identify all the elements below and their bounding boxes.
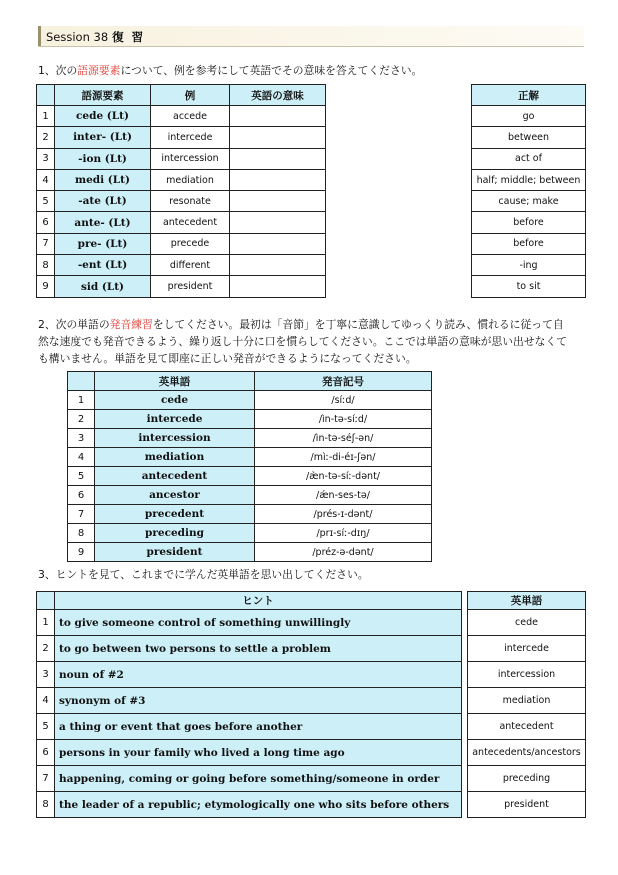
etymology-table	[36, 84, 326, 298]
hint-text: a thing or event that goes before another	[55, 714, 462, 740]
table-row	[68, 448, 432, 467]
meaning-answer-cell[interactable]	[230, 212, 326, 233]
etymology-element: medi (Lt)	[55, 169, 151, 190]
table-row	[37, 169, 326, 190]
table-row	[37, 662, 462, 688]
row-number: 1	[37, 610, 55, 636]
meaning-answer-cell[interactable]	[230, 127, 326, 148]
instruction-text: 1、次の	[38, 64, 78, 77]
session-label: Session 38	[46, 30, 109, 44]
english-word-answer: intercede	[468, 636, 586, 662]
row-number: 7	[68, 505, 95, 524]
row-number: 8	[37, 255, 55, 276]
meaning-answer-cell[interactable]	[230, 106, 326, 127]
row-number: 9	[68, 543, 95, 562]
header-num	[37, 85, 55, 106]
header-word: 英単語	[468, 592, 586, 610]
header-num	[68, 372, 95, 391]
row-number: 4	[37, 169, 55, 190]
table-row	[468, 636, 586, 662]
english-word: precedent	[95, 505, 255, 524]
meaning-answer-cell[interactable]	[230, 148, 326, 169]
example-word: intercede	[151, 127, 230, 148]
english-word-answer: cede	[468, 610, 586, 636]
header-element: 語源要素	[55, 85, 151, 106]
row-number: 5	[37, 714, 55, 740]
meaning-answer-cell[interactable]	[230, 276, 326, 297]
table-row	[37, 610, 462, 636]
instruction-text: 2、次の単語の	[38, 318, 110, 331]
pronunciation: /prɪ-síː-dɪŋ/	[255, 524, 432, 543]
etymology-element: inter- (Lt)	[55, 127, 151, 148]
row-number: 5	[37, 191, 55, 212]
instruction-text: 然な速度でも発音できるよう、繰り返し十分に口を慣らしてください。ここでは単語の意味が思い出せなくて	[38, 335, 568, 348]
correct-answer: before	[472, 233, 586, 254]
header-meaning: 英語の意味	[230, 85, 326, 106]
correct-answer: before	[472, 212, 586, 233]
table-row	[37, 714, 462, 740]
correct-answer: act of	[472, 148, 586, 169]
header-word: 英単語	[95, 372, 255, 391]
correct-answer: go	[472, 106, 586, 127]
table-row	[468, 688, 586, 714]
section1-instruction	[38, 62, 422, 79]
etymology-element: -ion (Lt)	[55, 148, 151, 169]
table-row	[472, 233, 586, 254]
table-row	[468, 740, 586, 766]
table-row	[468, 662, 586, 688]
table-row	[37, 766, 462, 792]
row-number: 1	[37, 106, 55, 127]
table-row	[68, 429, 432, 448]
example-word: accede	[151, 106, 230, 127]
pronunciation: /æ̀n-tə-síː-dənt/	[255, 467, 432, 486]
etymology-element: pre- (Lt)	[55, 233, 151, 254]
table-row	[68, 524, 432, 543]
correct-answer: to sit	[472, 276, 586, 297]
header-hint: ヒント	[55, 592, 462, 610]
session-header	[38, 26, 584, 47]
instruction-text: について、例を参考にして英語でその意味を答えてください。	[120, 64, 423, 77]
pronunciation: /ǽn-ses-tə/	[255, 486, 432, 505]
table-row	[468, 766, 586, 792]
row-number: 4	[37, 688, 55, 714]
header-ipa: 発音記号	[255, 372, 432, 391]
etymology-element: cede (Lt)	[55, 106, 151, 127]
example-word: different	[151, 255, 230, 276]
hint-table	[36, 591, 462, 818]
example-word: mediation	[151, 169, 230, 190]
english-word: preceding	[95, 524, 255, 543]
etymology-element: -ate (Lt)	[55, 191, 151, 212]
row-number: 3	[37, 662, 55, 688]
english-word-answer: antecedent	[468, 714, 586, 740]
english-word: antecedent	[95, 467, 255, 486]
answer-table	[471, 84, 586, 298]
correct-answer: cause; make	[472, 191, 586, 212]
example-word: president	[151, 276, 230, 297]
etymology-element: ante- (Lt)	[55, 212, 151, 233]
header-answer: 正解	[472, 85, 586, 106]
example-word: intercession	[151, 148, 230, 169]
meaning-answer-cell[interactable]	[230, 191, 326, 212]
table-row	[37, 276, 326, 297]
row-number: 7	[37, 766, 55, 792]
row-number: 6	[37, 212, 55, 233]
table-row	[468, 610, 586, 636]
hint-text: synonym of #3	[55, 688, 462, 714]
hint-text: the leader of a republic; etymologically one who sits before others	[55, 792, 462, 818]
instruction-text: も構いません。単語を見て即座に正しい発音ができるようになってください。	[38, 352, 417, 365]
table-row	[472, 169, 586, 190]
example-word: precede	[151, 233, 230, 254]
correct-answer: half; middle; between	[472, 169, 586, 190]
pronunciation: /ìn-tə-séʃ-ən/	[255, 429, 432, 448]
table-row	[37, 255, 326, 276]
row-number: 6	[68, 486, 95, 505]
table-row	[37, 688, 462, 714]
row-number: 5	[68, 467, 95, 486]
header-example: 例	[151, 85, 230, 106]
row-number: 2	[37, 636, 55, 662]
section2-instruction	[38, 316, 598, 367]
table-row	[68, 391, 432, 410]
correct-answer: between	[472, 127, 586, 148]
row-number: 9	[37, 276, 55, 297]
table-row	[472, 148, 586, 169]
pronunciation: /prés-ɪ-dənt/	[255, 505, 432, 524]
title-label: 復 習	[112, 30, 146, 44]
header-num	[37, 592, 55, 610]
pronunciation: /mìː-di-éɪ-ʃən/	[255, 448, 432, 467]
pronunciation: /préz-ə-dənt/	[255, 543, 432, 562]
row-number: 2	[68, 410, 95, 429]
table-row	[472, 106, 586, 127]
table-row	[37, 740, 462, 766]
table-row	[37, 127, 326, 148]
english-word: mediation	[95, 448, 255, 467]
english-word-answer: president	[468, 792, 586, 818]
meaning-answer-cell[interactable]	[230, 255, 326, 276]
word-answer-table	[467, 591, 586, 818]
instruction-text: をしてください。最初は「音節」を丁寧に意識してゆっくり読み、慣れるに従って自	[152, 318, 564, 331]
hint-text: noun of #2	[55, 662, 462, 688]
row-number: 3	[68, 429, 95, 448]
table-row	[472, 276, 586, 297]
instruction-highlight: 発音練習	[109, 318, 153, 331]
table-row	[37, 191, 326, 212]
english-word-answer: mediation	[468, 688, 586, 714]
table-row	[68, 505, 432, 524]
hint-text: persons in your family who lived a long time ago	[55, 740, 462, 766]
table-row	[37, 636, 462, 662]
row-number: 2	[37, 127, 55, 148]
english-word: intercede	[95, 410, 255, 429]
table-row	[37, 233, 326, 254]
row-number: 8	[68, 524, 95, 543]
table-row	[472, 127, 586, 148]
row-number: 3	[37, 148, 55, 169]
hint-text: to give someone control of something unwillingly	[55, 610, 462, 636]
row-number: 6	[37, 740, 55, 766]
etymology-element: -ent (Lt)	[55, 255, 151, 276]
header-accent-bar	[38, 26, 41, 46]
table-row	[37, 212, 326, 233]
section3-instruction: 3、ヒントを見て、これまでに学んだ英単語を思い出してください。	[38, 568, 369, 581]
table-row	[472, 255, 586, 276]
hint-text: happening, coming or going before something/someone in order	[55, 766, 462, 792]
english-word-answer: preceding	[468, 766, 586, 792]
english-word: intercession	[95, 429, 255, 448]
table-row	[37, 148, 326, 169]
english-word: cede	[95, 391, 255, 410]
table-row	[37, 106, 326, 127]
table-row	[68, 467, 432, 486]
example-word: resonate	[151, 191, 230, 212]
table-row	[472, 212, 586, 233]
row-number: 4	[68, 448, 95, 467]
english-word: ancestor	[95, 486, 255, 505]
example-word: antecedent	[151, 212, 230, 233]
pronunciation: /síːd/	[255, 391, 432, 410]
pronunciation-table	[67, 371, 432, 562]
page-title	[46, 29, 145, 45]
hint-text: to go between two persons to settle a problem	[55, 636, 462, 662]
table-row	[37, 792, 462, 818]
english-word: president	[95, 543, 255, 562]
meaning-answer-cell[interactable]	[230, 169, 326, 190]
table-row	[68, 543, 432, 562]
row-number: 8	[37, 792, 55, 818]
table-row	[468, 792, 586, 818]
instruction-highlight: 語源要素	[77, 64, 121, 77]
correct-answer: -ing	[472, 255, 586, 276]
english-word-answer: intercession	[468, 662, 586, 688]
table-row	[468, 714, 586, 740]
table-row	[68, 410, 432, 429]
etymology-element: sid (Lt)	[55, 276, 151, 297]
english-word-answer: antecedents/ancestors	[468, 740, 586, 766]
row-number: 7	[37, 233, 55, 254]
pronunciation: /ìn-tə-síːd/	[255, 410, 432, 429]
meaning-answer-cell[interactable]	[230, 233, 326, 254]
row-number: 1	[68, 391, 95, 410]
table-row	[472, 191, 586, 212]
table-row	[68, 486, 432, 505]
